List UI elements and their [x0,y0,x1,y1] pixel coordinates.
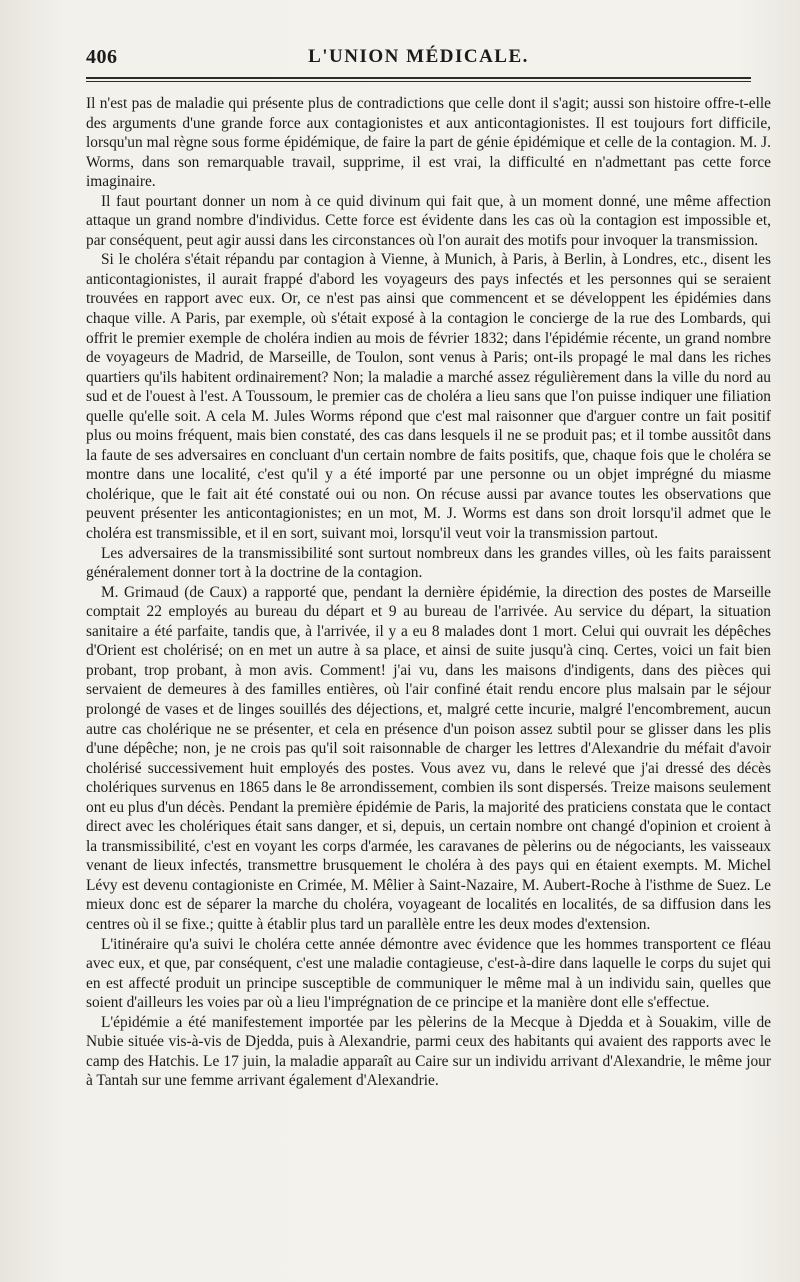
running-title: L'UNION MÉDICALE. [308,46,529,67]
page-number: 406 [86,46,118,68]
header-rule [86,77,751,82]
paragraph: L'itinéraire qu'a suivi le choléra cette année démontre avec évidence que les hommes transportent ce fléau avec eux, et que, par conséquent, c'est une maladie contagieuse, c'est-à-dire dans laquelle le corps du sujet qui en est affecté produit un principe susceptible de communiquer le même mal à un individu sain, quelles que soient d'ailleurs les voies par où a lieu l'imprégnation de ce principe et la manière dont elle s'effectue. [86,935,771,1012]
paragraph: L'épidémie a été manifestement importée par les pèlerins de la Mecque à Djedda et à Souakim, ville de Nubie située vis-à-vis de Djedda, puis à Alexandrie, parmi ceux des habitants qui avaient des rapports avec le camp des Hatchis. Le 17 juin, la maladie apparaît au Caire sur un individu arrivant d'Alexandrie, le même jour à Tantah sur une femme arrivant également d'Alexandrie. [86,1013,771,1090]
paragraph: Il n'est pas de maladie qui présente plus de contradictions que celle dont il s'agit; aussi son histoire offre-t-elle des arguments d'une grande force aux contagionistes et aux anticontagionistes. Il est toujours fort difficile, lorsqu'un mal règne sous forme épidémique, de faire la part de génie épidémique et celle de la contagion. M. J. Worms, dans son remarquable travail, supprime, il est vrai, la difficulté en n'admettant pas cette force imaginaire. [86,95,771,191]
paragraph: Si le choléra s'était répandu par contagion à Vienne, à Munich, à Paris, à Berlin, à Londres, etc., disent les anticontagionistes, il aurait frappé d'abord les voyageurs des pays infectés et les personnes qui se seraient trouvées en rapport avec eux. Or, ce n'est pas ainsi que commencent et se développent les épidémies dans chaque ville. A Paris, par exemple, où s'était exposé à la contagion le concierge de la rue des Lombards, qui offrit le premier exemple de choléra indien au mois de février 1832; dans l'épidémie récente, un grand nombre de voyageurs de Madrid, de Marseille, de Toulon, sont venus à Paris; ont-ils propagé le mal dans les riches quartiers qu'ils habitent ordinairement? Non; la maladie a marché assez régulièrement dans la ville du nord au sud et de l'ouest à l'est. A Toussoum, le premier cas de choléra a lieu sans que l'on puisse indiquer une filiation quelle qu'elle soit. A cela M. Jules Worms répond que c'est mal raisonner que d'arguer contre un fait positif plus ou moins fréquent, mais bien constaté, des cas dans lesquels il ne se produit pas; et il tombe aussitôt dans la faute de ses adversaires en concluant d'un certain nombre de faits positifs, que, chaque fois que le choléra se montre dans une localité, c'est qu'il y a été importé par une personne ou un objet imprégné du miasme cholérique, que le fait ait été constaté oui ou non. On récuse aussi par avance toutes les observations que peuvent présenter les anticontagionistes; en un mot, M. J. Worms est dans son droit lorsqu'il admet que le choléra est transmissible, et il en sort, suivant moi, lorsqu'il veut voir la transmission partout. [86,251,771,543]
paragraph: Les adversaires de la transmissibilité sont surtout nombreux dans les grandes villes, où les faits paraissent généralement donner tort à la doctrine de la contagion. [86,544,771,582]
page-header [86,44,751,74]
paragraph: Il faut pourtant donner un nom à ce quid divinum qui fait que, à un moment donné, une même affection attaque un grand nombre d'individus. Cette force est évidente dans les cas où la contagion est impossible et, par conséquent, peut agir aussi dans les circonstances où l'on aurait des motifs pour invoquer la transmission. [86,192,771,249]
paragraph: M. Grimaud (de Caux) a rapporté que, pendant la dernière épidémie, la direction des postes de Marseille comptait 22 employés au bureau du départ et 9 au bureau de l'arrivée. Au service du départ, la situation sanitaire a été parfaite, tandis que, à l'arrivée, il y a eu 8 malades dont 1 mort. Celui qui ouvrait les dépêches d'Orient est cholérisé; on en met un autre à sa place, et ainsi de suite jusqu'à cinq. Certes, voici un fait bien probant, trop probant, à mon avis. Comment! j'ai vu, dans les maisons d'indigents, dans des pièces qui servaient de demeures à des familles entières, où l'air confiné était rendu encore plus malsain par le séjour prolongé de vases et de linges souillés des déjections, et, malgré cette incurie, malgré l'encombrement, aucun autre cas cholérique ne se présenter, et cela en présence d'un poison assez subtil pour se glisser dans les plis d'une dépêche; non, je ne crois pas qu'il soit raisonnable de charger les lettres d'Alexandrie du méfait d'avoir cholérisé successivement huit employés des postes. Vous avez vu, dans le relevé que j'ai dressé des décès cholériques survenus en 1865 dans le 8e arrondissement, combien ils sont dispersés. Treize maisons seulement ont eu plus d'un décès. Pendant la première épidémie de Paris, la majorité des praticiens constata que le contact direct avec les cholériques était sans danger, et si, depuis, un certain nombre ont changé d'opinion et croient à la transmissibilité, c'est en voyant les corps d'armée, les caravanes de pèlerins ou de négociants, les vaisseaux venant de lieux infectés, transmettre brusquement le choléra à des pays qui en étaient exempts. M. Michel Lévy est devenu contagioniste en Crimée, M. Mêlier à Saint-Nazaire, M. Aubert-Roche à l'isthme de Suez. Le mieux donc est de séparer la marche du choléra, voyageant de localités en localités, de sa diffusion dans les centres où il se fixe.; quitte à établir plus tard un parallèle entre les deux modes d'extension. [86,583,771,933]
body-text [86,94,771,1091]
